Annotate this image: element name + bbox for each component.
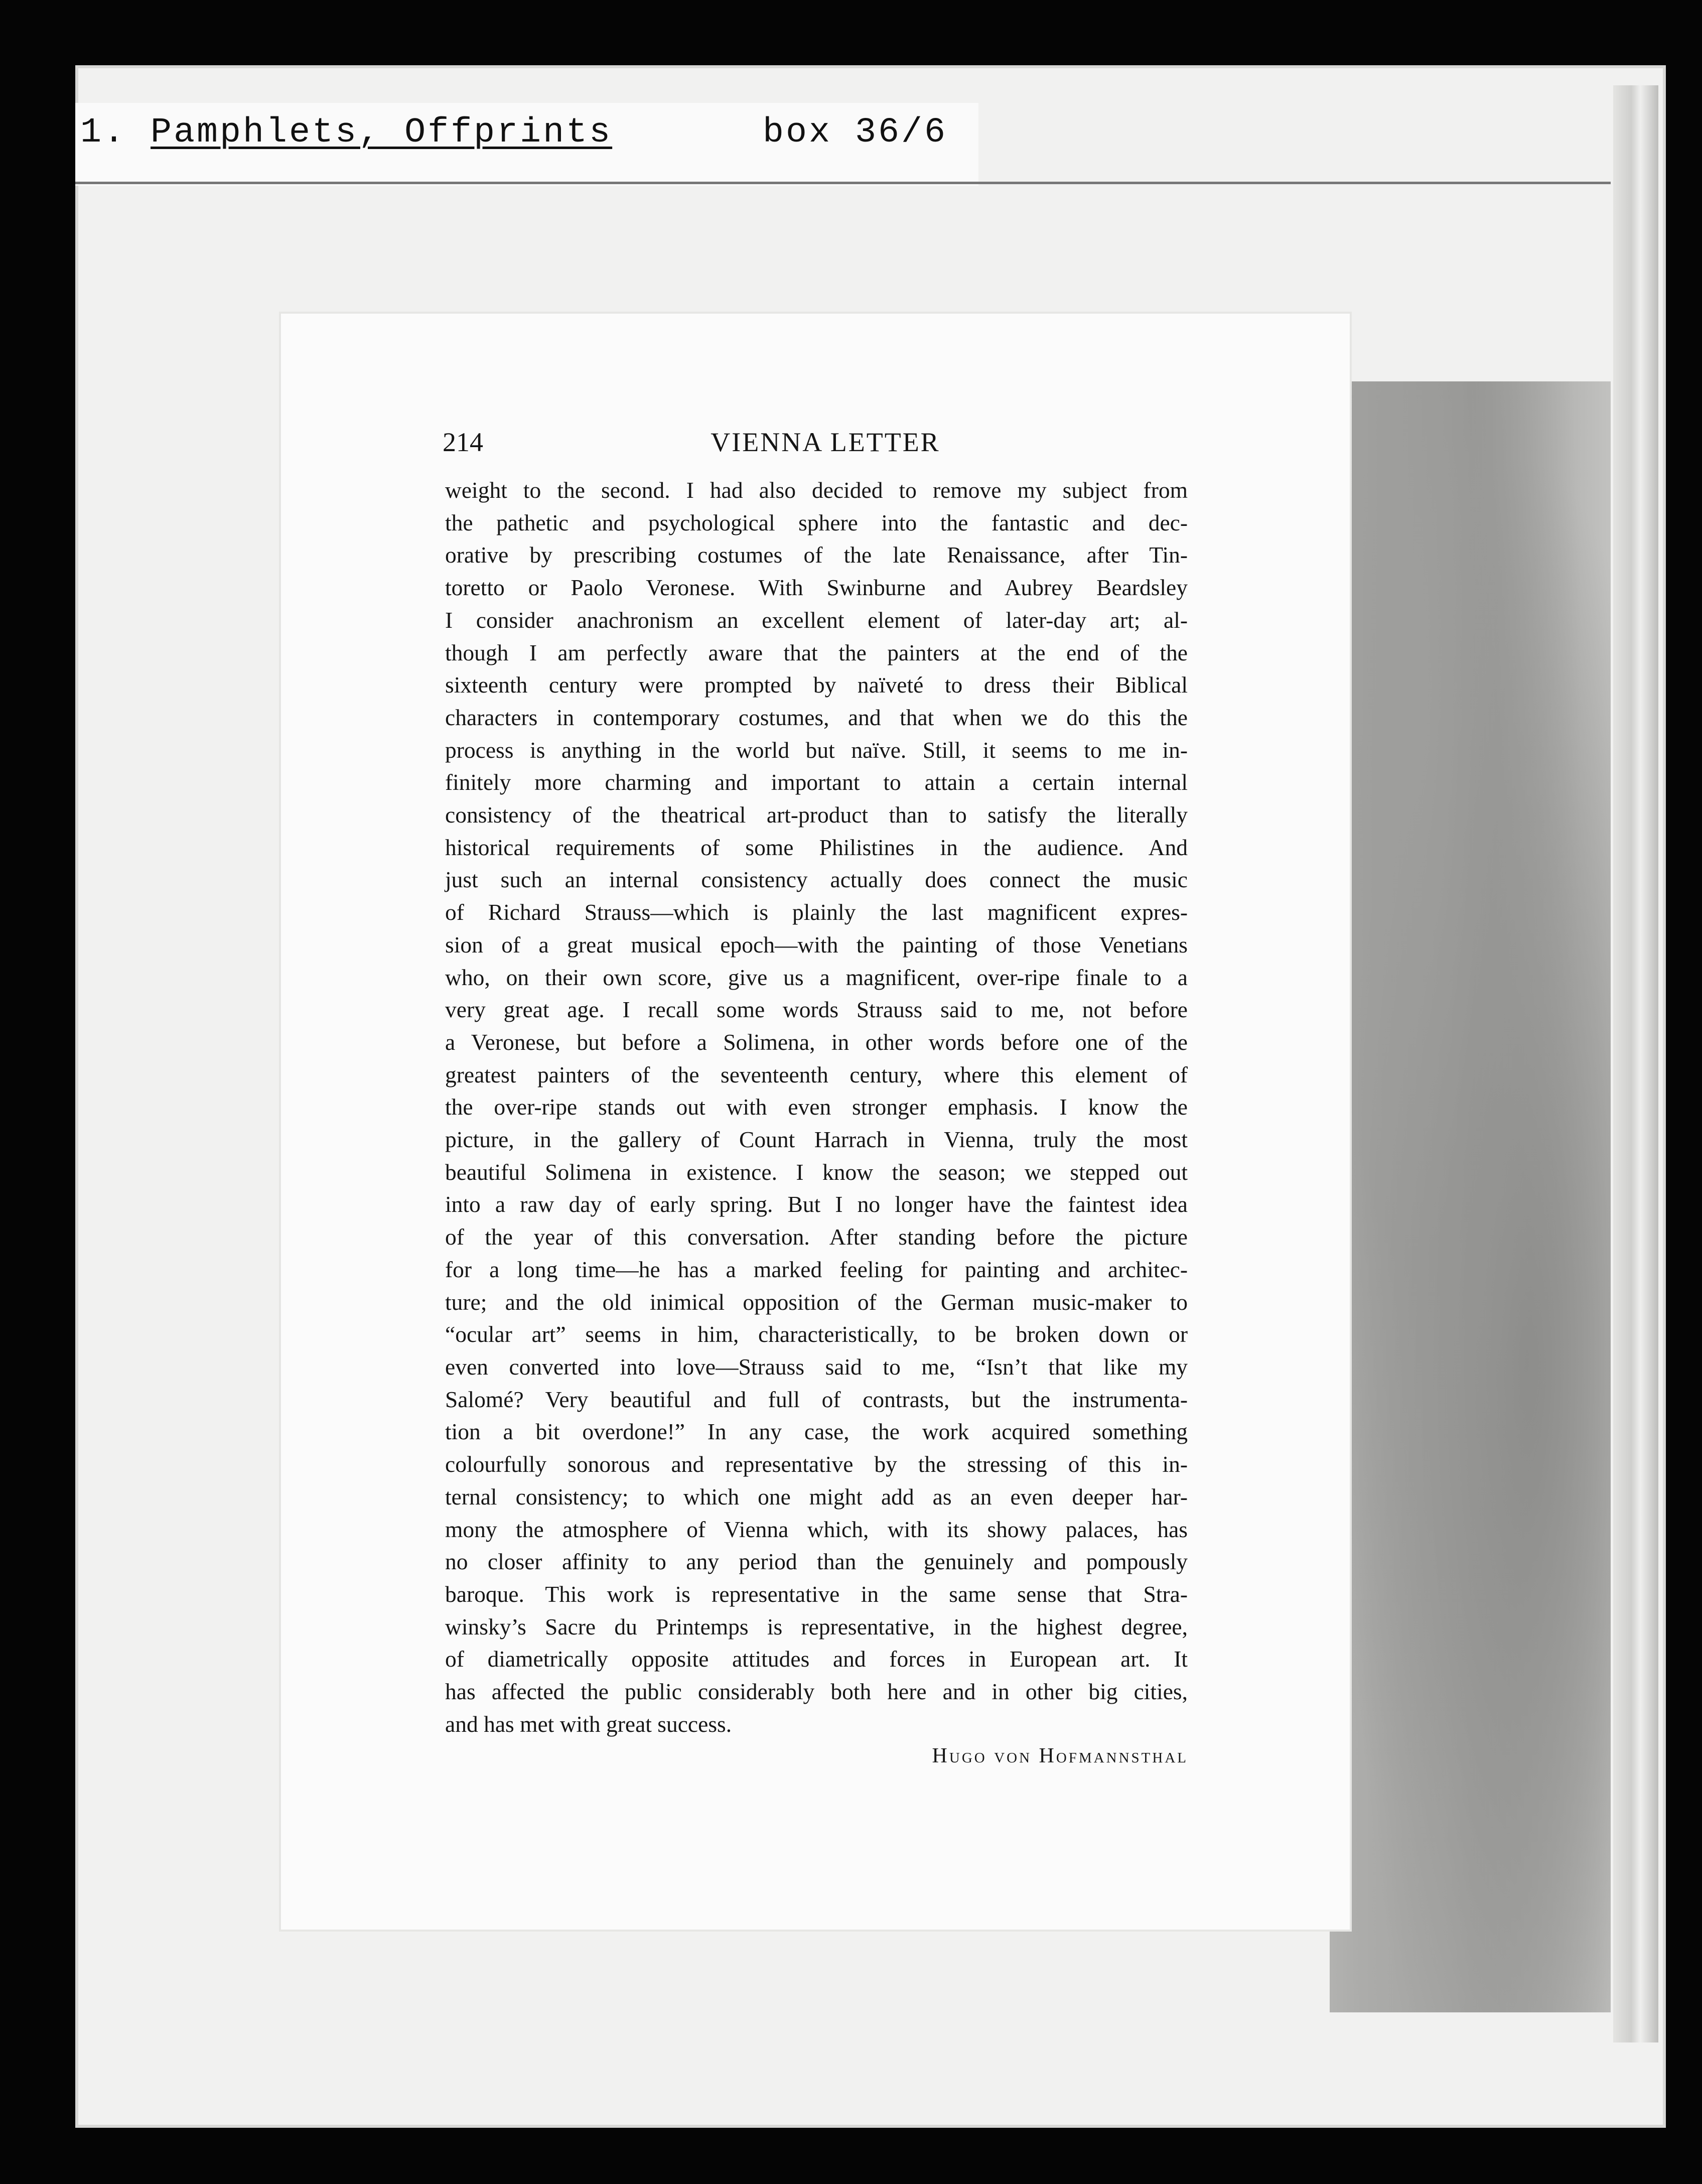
label-title: Pamphlets, Offprints	[151, 113, 613, 153]
text-line: weight to the second. I had also decided to remove my subject from	[445, 477, 1188, 503]
text-line: the over-ripe stands out with even stronger emphasis. I know the	[445, 1094, 1188, 1120]
text-line: tion a bit overdone!” In any case, the work acquired something	[445, 1419, 1188, 1445]
text-line: orative by prescribing costumes of the late Renaissance, after Tin-	[445, 542, 1188, 568]
text-line: Salomé? Very beautiful and full of contrasts, but the instrumenta-	[445, 1386, 1188, 1412]
text-line: just such an internal consistency actually does connect the music	[445, 867, 1188, 893]
label-rule	[75, 182, 1611, 184]
stained-adjacent-page	[1330, 381, 1611, 2012]
text-line: colourfully sonorous and representative by the stressing of this in-	[445, 1451, 1188, 1477]
text-line: ture; and the old inimical opposition of the German music-maker to	[445, 1289, 1188, 1315]
text-line: finitely more charming and important to attain a certain internal	[445, 769, 1188, 795]
text-line: of the year of this conversation. After standing before the picture	[445, 1224, 1188, 1250]
running-head	[281, 427, 1350, 462]
text-line: even converted into love—Strauss said to me, “Isn’t that like my	[445, 1353, 1188, 1380]
label-index: 1.	[80, 113, 127, 153]
text-line: who, on their own score, give us a magnificent, over-ripe finale to a	[445, 964, 1188, 990]
text-line: a Veronese, but before a Solimena, in other words before one of the	[445, 1029, 1188, 1055]
text-line: picture, in the gallery of Count Harrach in Vienna, truly the most	[445, 1127, 1188, 1153]
text-line: winsky’s Sacre du Printemps is representative, in the highest degree,	[445, 1613, 1188, 1640]
text-line: though I am perfectly aware that the painters at the end of the	[445, 639, 1188, 665]
text-line: mony the atmosphere of Vienna which, with its showy palaces, has	[445, 1516, 1188, 1542]
text-line: of Richard Strauss—which is plainly the last magnificent expres-	[445, 899, 1188, 925]
text-line: historical requirements of some Philistines in the audience. And	[445, 834, 1188, 860]
text-line: no closer affinity to any period than the genuinely and pompously	[445, 1549, 1188, 1575]
text-line: “ocular art” seems in him, characteristically, to be broken down or	[445, 1321, 1188, 1347]
text-line: very great age. I recall some words Strauss said to me, not before	[445, 997, 1188, 1023]
text-line: ternal consistency; to which one might add as an even deeper har-	[445, 1483, 1188, 1510]
text-line: the pathetic and psychological sphere into the fantastic and dec-	[445, 509, 1188, 535]
author-signature: Hugo von Hofmannsthal	[932, 1744, 1188, 1767]
text-line: into a raw day of early spring. But I no longer have the faintest idea	[445, 1191, 1188, 1217]
text-line: baroque. This work is representative in the same sense that Stra-	[445, 1581, 1188, 1607]
page-number: 214	[443, 427, 483, 457]
label-box-number: box 36/6	[763, 113, 948, 153]
text-line: sixteenth century were prompted by naïveté to dress their Biblical	[445, 672, 1188, 698]
body-text	[445, 474, 1188, 1740]
text-line: greatest painters of the seventeenth century, where this element of	[445, 1061, 1188, 1087]
text-line: I consider anachronism an excellent element of later-day art; al-	[445, 607, 1188, 633]
text-line: toretto or Paolo Veronese. With Swinburne and Aubrey Beardsley	[445, 575, 1188, 601]
text-line: characters in contemporary costumes, and that when we do this the	[445, 704, 1188, 730]
text-line: and has met with great success.	[445, 1711, 732, 1737]
text-line: of diametrically opposite attitudes and forces in European art. It	[445, 1646, 1188, 1672]
printed-page	[281, 314, 1350, 1930]
running-title: VIENNA LETTER	[711, 427, 940, 457]
text-line: consistency of the theatrical art-product than to satisfy the literally	[445, 802, 1188, 828]
text-line: beautiful Solimena in existence. I know the season; we stepped out	[445, 1159, 1188, 1185]
text-line: process is anything in the world but naïve. Still, it seems to me in-	[445, 737, 1188, 763]
board-edge	[1613, 85, 1658, 2042]
text-line: sion of a great musical epoch—with the painting of those Venetians	[445, 931, 1188, 958]
text-line: has affected the public considerably both here and in other big cities,	[445, 1679, 1188, 1705]
text-line: for a long time—he has a marked feeling for painting and architec-	[445, 1256, 1188, 1282]
